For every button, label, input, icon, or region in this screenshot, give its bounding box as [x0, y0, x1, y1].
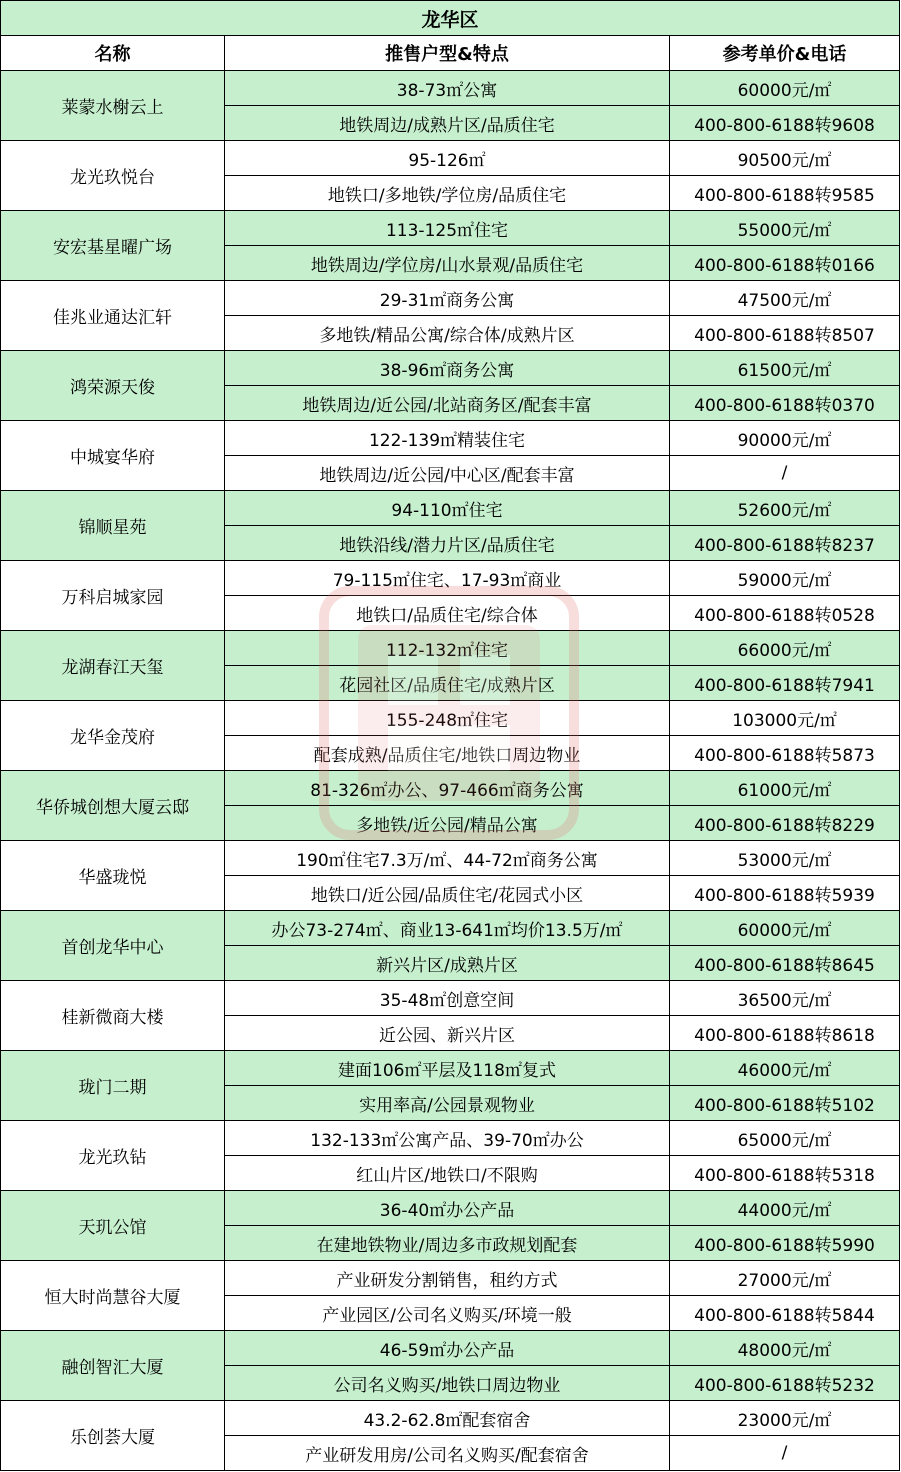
unit-price: 60000元/㎡ — [670, 911, 900, 946]
project-name: 安宏基星曜广场 — [1, 211, 225, 281]
unit-price: 103000元/㎡ — [670, 701, 900, 736]
contact-phone: 400-800-6188转9585 — [670, 176, 900, 211]
contact-phone: 400-800-6188转5232 — [670, 1366, 900, 1401]
project-features: 红山片区/地铁口/不限购 — [225, 1156, 670, 1191]
unit-type: 建面106㎡平层及118㎡复式 — [225, 1051, 670, 1086]
project-features: 实用率高/公园景观物业 — [225, 1086, 670, 1121]
unit-type: 43.2-62.8㎡配套宿舍 — [225, 1401, 670, 1436]
project-name: 天玑公馆 — [1, 1191, 225, 1261]
contact-phone: 400-800-6188转0166 — [670, 246, 900, 281]
header-price-phone: 参考单价&电话 — [670, 36, 900, 71]
contact-phone: 400-800-6188转8618 — [670, 1016, 900, 1051]
project-features: 配套成熟/品质住宅/地铁口周边物业 — [225, 736, 670, 771]
table-row — [1, 281, 900, 316]
contact-phone: 400-800-6188转9608 — [670, 106, 900, 141]
project-name: 佳兆业通达汇轩 — [1, 281, 225, 351]
unit-price: 90000元/㎡ — [670, 421, 900, 456]
project-features: 产业园区/公司名义购买/环境一般 — [225, 1296, 670, 1331]
unit-type: 79-115㎡住宅、17-93㎡商业 — [225, 561, 670, 596]
unit-type: 190㎡住宅7.3万/㎡、44-72㎡商务公寓 — [225, 841, 670, 876]
table-row — [1, 841, 900, 876]
project-name: 中城宴华府 — [1, 421, 225, 491]
project-features: 地铁周边/学位房/山水景观/品质住宅 — [225, 246, 670, 281]
table-row — [1, 351, 900, 386]
unit-price: 60000元/㎡ — [670, 71, 900, 106]
header-features: 推售户型&特点 — [225, 36, 670, 71]
contact-phone: 400-800-6188转0370 — [670, 386, 900, 421]
contact-phone: / — [670, 1436, 900, 1471]
unit-price: 44000元/㎡ — [670, 1191, 900, 1226]
unit-type: 113-125㎡住宅 — [225, 211, 670, 246]
contact-phone: 400-800-6188转5318 — [670, 1156, 900, 1191]
header-name: 名称 — [1, 36, 225, 71]
title-row — [1, 1, 900, 36]
project-features: 地铁周边/近公园/北站商务区/配套丰富 — [225, 386, 670, 421]
project-features: 近公园、新兴片区 — [225, 1016, 670, 1051]
table-row — [1, 141, 900, 176]
project-features: 产业研发用房/公司名义购买/配套宿舍 — [225, 1436, 670, 1471]
project-name: 锦顺星苑 — [1, 491, 225, 561]
unit-price: 61000元/㎡ — [670, 771, 900, 806]
unit-type: 38-73㎡公寓 — [225, 71, 670, 106]
table-row — [1, 71, 900, 106]
unit-price: 59000元/㎡ — [670, 561, 900, 596]
table-row — [1, 981, 900, 1016]
project-features: 地铁口/近公园/品质住宅/花园式小区 — [225, 876, 670, 911]
contact-phone: 400-800-6188转8645 — [670, 946, 900, 981]
unit-type: 46-59㎡办公产品 — [225, 1331, 670, 1366]
unit-type: 132-133㎡公寓产品、39-70㎡办公 — [225, 1121, 670, 1156]
unit-type: 94-110㎡住宅 — [225, 491, 670, 526]
contact-phone: / — [670, 456, 900, 491]
project-name: 乐创荟大厦 — [1, 1401, 225, 1471]
unit-price: 61500元/㎡ — [670, 351, 900, 386]
project-name: 龙湖春江天玺 — [1, 631, 225, 701]
project-name: 珑门二期 — [1, 1051, 225, 1121]
table-row — [1, 1401, 900, 1436]
unit-type: 29-31㎡商务公寓 — [225, 281, 670, 316]
unit-type: 122-139㎡精装住宅 — [225, 421, 670, 456]
table-row — [1, 491, 900, 526]
table-row — [1, 1331, 900, 1366]
project-name: 莱蒙水榭云上 — [1, 71, 225, 141]
unit-price: 23000元/㎡ — [670, 1401, 900, 1436]
table-row — [1, 561, 900, 596]
table-row — [1, 1191, 900, 1226]
contact-phone: 400-800-6188转5939 — [670, 876, 900, 911]
project-features: 公司名义购买/地铁口周边物业 — [225, 1366, 670, 1401]
project-name: 恒大时尚慧谷大厦 — [1, 1261, 225, 1331]
project-features: 地铁口/多地铁/学位房/品质住宅 — [225, 176, 670, 211]
unit-type: 112-132㎡住宅 — [225, 631, 670, 666]
project-features: 在建地铁物业/周边多市政规划配套 — [225, 1226, 670, 1261]
project-name: 桂新微商大楼 — [1, 981, 225, 1051]
project-features: 多地铁/近公园/精品公寓 — [225, 806, 670, 841]
unit-type: 36-40㎡办公产品 — [225, 1191, 670, 1226]
table-row — [1, 211, 900, 246]
table-row — [1, 911, 900, 946]
contact-phone: 400-800-6188转7941 — [670, 666, 900, 701]
project-name: 龙华金茂府 — [1, 701, 225, 771]
unit-price: 53000元/㎡ — [670, 841, 900, 876]
project-features: 新兴片区/成熟片区 — [225, 946, 670, 981]
unit-price: 48000元/㎡ — [670, 1331, 900, 1366]
table-row — [1, 1051, 900, 1086]
contact-phone: 400-800-6188转8507 — [670, 316, 900, 351]
district-title: 龙华区 — [1, 1, 900, 36]
project-name: 龙光玖悦台 — [1, 141, 225, 211]
project-features: 地铁周边/成熟片区/品质住宅 — [225, 106, 670, 141]
project-name: 万科启城家园 — [1, 561, 225, 631]
contact-phone: 400-800-6188转0528 — [670, 596, 900, 631]
project-name: 华盛珑悦 — [1, 841, 225, 911]
project-features: 地铁口/品质住宅/综合体 — [225, 596, 670, 631]
unit-type: 产业研发分割销售，租约方式 — [225, 1261, 670, 1296]
unit-type: 办公73-274㎡、商业13-641㎡均价13.5万/㎡ — [225, 911, 670, 946]
project-name: 首创龙华中心 — [1, 911, 225, 981]
project-name: 鸿荣源天俊 — [1, 351, 225, 421]
project-features: 花园社区/品质住宅/成熟片区 — [225, 666, 670, 701]
unit-type: 95-126㎡ — [225, 141, 670, 176]
unit-price: 65000元/㎡ — [670, 1121, 900, 1156]
table-row — [1, 631, 900, 666]
contact-phone: 400-800-6188转8229 — [670, 806, 900, 841]
unit-price: 27000元/㎡ — [670, 1261, 900, 1296]
project-name: 龙光玖钻 — [1, 1121, 225, 1191]
contact-phone: 400-800-6188转5990 — [670, 1226, 900, 1261]
unit-price: 90500元/㎡ — [670, 141, 900, 176]
project-name: 融创智汇大厦 — [1, 1331, 225, 1401]
table-row — [1, 771, 900, 806]
unit-price: 47500元/㎡ — [670, 281, 900, 316]
unit-type: 81-326㎡办公、97-466㎡商务公寓 — [225, 771, 670, 806]
unit-price: 55000元/㎡ — [670, 211, 900, 246]
contact-phone: 400-800-6188转5102 — [670, 1086, 900, 1121]
project-name: 华侨城创想大厦云邸 — [1, 771, 225, 841]
unit-type: 35-48㎡创意空间 — [225, 981, 670, 1016]
project-features: 多地铁/精品公寓/综合体/成熟片区 — [225, 316, 670, 351]
table-row — [1, 1121, 900, 1156]
table-row — [1, 1261, 900, 1296]
project-features: 地铁周边/近公园/中心区/配套丰富 — [225, 456, 670, 491]
table-row — [1, 421, 900, 456]
unit-type: 155-248㎡住宅 — [225, 701, 670, 736]
unit-price: 52600元/㎡ — [670, 491, 900, 526]
contact-phone: 400-800-6188转5844 — [670, 1296, 900, 1331]
unit-price: 36500元/㎡ — [670, 981, 900, 1016]
project-features: 地铁沿线/潜力片区/品质住宅 — [225, 526, 670, 561]
table-row — [1, 701, 900, 736]
unit-price: 66000元/㎡ — [670, 631, 900, 666]
contact-phone: 400-800-6188转8237 — [670, 526, 900, 561]
unit-price: 46000元/㎡ — [670, 1051, 900, 1086]
header-row — [1, 36, 900, 71]
contact-phone: 400-800-6188转5873 — [670, 736, 900, 771]
unit-type: 38-96㎡商务公寓 — [225, 351, 670, 386]
